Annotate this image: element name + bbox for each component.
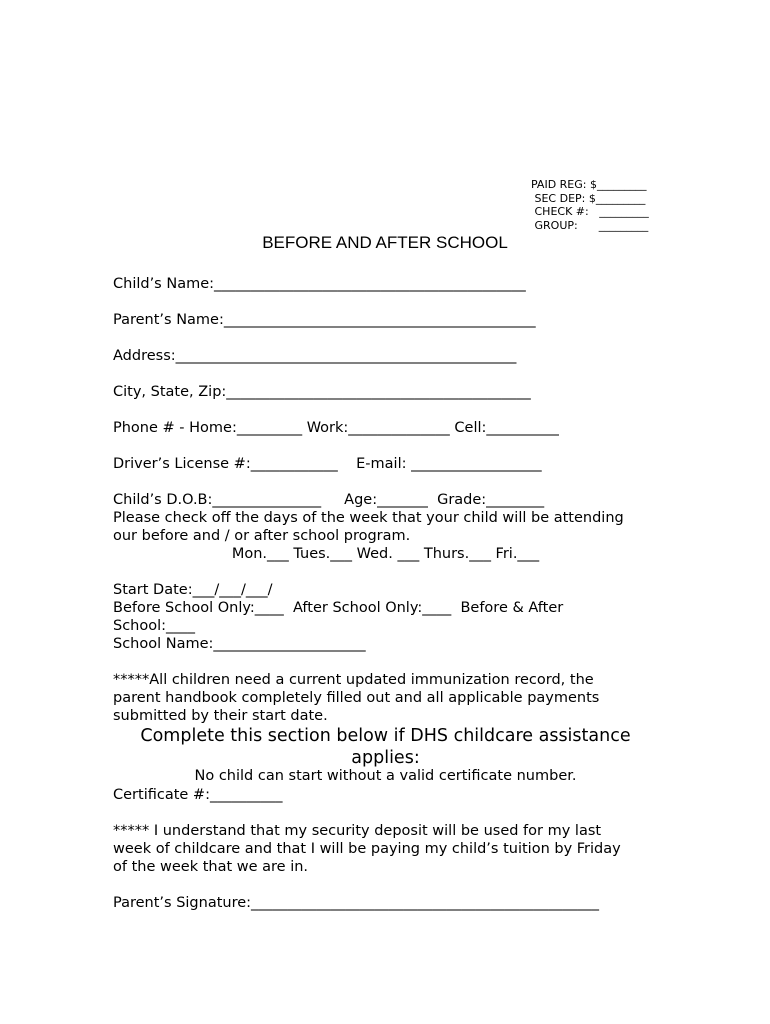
certificate-field[interactable]: Certificate #:__________ (113, 787, 283, 803)
dhs-subtext: No child can start without a valid certificate number. (194, 768, 577, 784)
office-use-box (531, 178, 671, 232)
form-title: BEFORE AND AFTER SCHOOL (262, 233, 508, 252)
start-date-field[interactable]: Start Date:___/___/___/ (113, 582, 273, 598)
program-options-line-1[interactable]: Before School Only:____ After School Only:____ Before & After (113, 600, 564, 616)
immunization-notice-3: submitted by their start date. (113, 708, 328, 724)
parents-name-field[interactable]: Parent’s Name:___________________________________________ (113, 312, 536, 328)
days-instruction-1: Please check off the days of the week that your child will be attending (113, 510, 624, 526)
address-field[interactable]: Address:_______________________________________________ (113, 348, 517, 364)
dhs-heading-1: Complete this section below if DHS childcare assistance (140, 726, 631, 746)
phone-fields[interactable]: Phone # - Home:_________ Work:______________ Cell:__________ (113, 420, 559, 436)
days-instruction-2: our before and / or after school program. (113, 528, 411, 544)
city-state-zip-field[interactable]: City, State, Zip:__________________________________________ (113, 384, 531, 400)
dob-age-grade-fields[interactable]: Child’s D.O.B:_______________ Age:_______ Grade:________ (113, 492, 545, 508)
agreement-line-2: week of childcare and that I will be paying my child’s tuition by Friday (113, 841, 621, 857)
school-name-field[interactable]: School Name:_____________________ (113, 636, 366, 652)
agreement-line-1: ***** I understand that my security deposit will be used for my last (113, 823, 602, 839)
program-options-line-2[interactable]: School:____ (113, 618, 196, 634)
parent-signature-field[interactable]: Parent’s Signature:________________________________________________ (113, 895, 600, 911)
check-number-field[interactable]: CHECK #: _________ (531, 205, 649, 218)
paid-reg-field[interactable]: PAID REG: $_________ (531, 178, 647, 191)
childs-name-field[interactable]: Child’s Name:___________________________________________ (113, 276, 526, 292)
immunization-notice-2: parent handbook completely filled out and all applicable payments (113, 690, 600, 706)
dhs-heading-2: applies: (351, 748, 420, 768)
days-checklist[interactable]: Mon.___ Tues.___ Wed. ___ Thurs.___ Fri.___ (231, 546, 540, 562)
immunization-notice-1: *****All children need a current updated immunization record, the (113, 672, 594, 688)
group-field[interactable]: GROUP: _________ (531, 218, 649, 232)
sec-dep-field[interactable]: SEC DEP: $_________ (531, 191, 646, 205)
license-email-fields[interactable]: Driver’s License #:____________ E-mail: __________________ (113, 456, 542, 472)
agreement-line-3: of the week that we are in. (113, 859, 309, 875)
